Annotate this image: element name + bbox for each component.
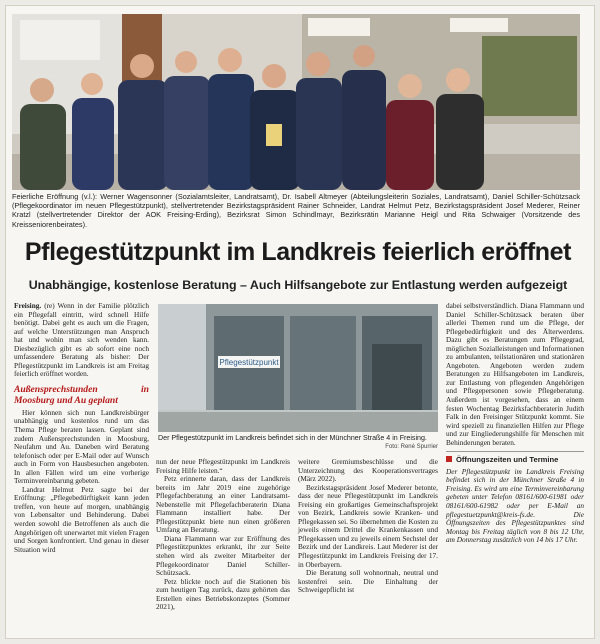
building-caption: Der Pflegestützpunkt im Landkreis befindet sich in der Münchner Straße 4 in Freising. xyxy=(158,434,427,442)
lead-text: (re) Wenn in der Familie plötzlich ein Pflegefall eintritt, wird schnell Hilfe benötigt. Dabei geht es auch um die Fragen, auf welche Unterstützungen man Anspruch hat und wohin man sich wenden kann. Diesbezüglich gibt es ab sofort eine noch umfassendere Beratung als bisher: Der Pflegestützpunkt im Landkreis ist am Freitag feierlich eröffnet worden. xyxy=(14,301,149,379)
article-column-4 xyxy=(446,302,584,545)
article-headline: Pflegestützpunkt im Landkreis feierlich eröffnet xyxy=(24,238,572,266)
photo-caption: Feierliche Eröffnung (v.l.): Werner Wagensonner (Sozialamtsleiter, Landratsamt), Dr. Isabell Altmeyer (Abteilungsleiterin Soziales, Landratsamt), Daniel Schiller-Schützsack (Pflegekoordinator im neuen Pflegestützpunkt), stellvertretender Bezirkstagspräsident Rainer Schneider, Landrat Helmut Petz, Bezirkstagspräsident Josef Mederer, Reiner Kratzl (stellvertretender Direktor der AOK Freising-Erding), Bezirksrat Simon Schindlmayr, Bezirksrätin Marianne Heigl und Rita Schwaiger (Vorsitzende des Kreisseniorenbeirates). xyxy=(12,192,580,229)
paragraph: Landrat Helmut Petz sagte bei der Eröffnung: „Pflegebedürftigkeit kann jeden treffen, von heute auf morgen, unabhängig von Lebensalter und Behinderung. Dabei werden sowohl die Betroffenen als auch die Angehörigen oft unerwartet mit vielen Fragen und Sorgen konfrontiert. Und genau in dieser Situation wird xyxy=(14,484,149,554)
building-photo xyxy=(158,304,438,432)
paragraph: Hier können sich nun Landkreisbürger unabhängig und kostenlos rund um das Thema Pflege beraten lassen. Geplant sind zudem Außensprechstunden in Moosburg, Neufahrn und Au. Daneben wird Beratung telefonisch oder per E-Mail oder auf Wunsch auch in Form von Hausbesuchen angeboten. In allen Fällen wird um eine vorherige Terminvereinbarung gebeten. xyxy=(14,407,149,486)
article-column-3 xyxy=(298,458,438,595)
paragraph: Die Beratung soll wohnortnah, neutral und kostenfrei sein. Die Einhaltung der Schweigepflicht ist xyxy=(298,568,438,595)
paragraph: Petz erinnerte daran, dass der Landkreis bereits im Jahr 2019 eine zugehörige Pflegefachberatung an einer Landratsamt-Nebenstelle mit Pflegefachberaterin Diana Flammann installiert habe. Der Pflegestützpunkt biete nun einen größeren Umfang an Beratung. xyxy=(156,474,290,535)
article-subheadline: Unabhängige, kostenlose Beratung – Auch Hilfsangebote zur Entlastung werden aufgezeigt xyxy=(28,278,568,292)
square-marker-icon xyxy=(446,456,452,462)
lead-paragraph xyxy=(14,302,149,379)
building-sign: Pflegestützpunkt xyxy=(219,358,279,367)
paragraph: nun der neue Pflegestützpunkt im Landkreis Freising Hilfe leisten.“ xyxy=(156,457,290,475)
photo-credit: Foto: René Spurrier xyxy=(385,443,438,450)
info-box xyxy=(446,468,584,545)
newspaper-page xyxy=(6,6,594,638)
paragraph: weitere Gremiumsbeschlüsse und die Unterzeichnung des Kooperationsvertrages (März 2022). xyxy=(298,457,438,484)
section-subheading: Außensprechstunden in Moosburg und Au geplant xyxy=(14,383,149,406)
dateline: Freising. xyxy=(14,301,42,310)
group-photo xyxy=(12,14,580,190)
paragraph: Diana Flammann war zur Eröffnung des Pflegestützpunktes erkrankt, ihr zur Seite stehen wird als zweiter Mitarbeiter der Pflegekoordinator Daniel Schiller-Schützsack. xyxy=(156,533,290,578)
info-heading-text: Öffnungszeiten und Termine xyxy=(456,455,559,465)
article-column-1 xyxy=(14,302,149,554)
paragraph: dabei selbstverständlich. Diana Flammann und Daniel Schiller-Schützsack beraten über allerlei Themen rund um die Pflege, der Pflegebedürftigkeit und des Älterwerdens. Dazu gibt es Beratungen zum Pflegegrad, möglichen Sozialleistungen und Informationen zu ambulanten, teilstationären und stationären Angeboten. Angeboten werden zudem Beratungen zu Hilfsangeboten im Landkreis, zur Entlastung von pflegenden Angehörigen und Pflegepersonen sowie Pflegeberatung. Außerdem ist vorgesehen, dass an einem festen Wochentag Bezirksfachberaterin Judith Falk in den Freisinger Stützpunkt kommt. Sie wird speziell zu finanziellen Hilfen zur Pflege und zur Eingliederungshilfe für Menschen mit Behinderungen beraten. xyxy=(446,301,584,447)
paragraph: Petz blickte noch auf die Stationen bis zum heutigen Tag zurück, dazu gehörten das Erstellen eines Betriebskonzeptes (Sommer 2021), xyxy=(156,576,290,612)
info-text: Der Pflegestützpunkt im Landkreis Freising befindet sich in der Münchner Straße 4 in Freising. Es wird um eine Terminvereinbarung gebeten unter Telefon 08161/600-61981 oder 08161/600-61982 oder per E-Mail an pflegestuetzpunkt@kreis-fs.de. Die Öffnungszeiten des Pflegestützpunktes sind Montag bis Freitag täglich von 8 bis 12 Uhr, am Donnerstag zusätzlich von 14 bis 17 Uhr. xyxy=(446,466,584,545)
paragraph: Bezirkstagspräsident Josef Mederer betonte, dass der neue Pflegestützpunkt im Landkreis Freising ein großartiges Gemeinschaftsprojekt von Bezirk, Landkreis sowie Kranken- und Pflegekassen sei. So übernehmen die Kosten zu jeweils einem Drittel die Krankenkassen und Pflegekassen und zu jeweils einem Sechstel der Bezirk und der Landkreis. Laut Mederer ist der Pflegestützpunkt im Landkreis Freising der 17. in Oberbayern. xyxy=(298,482,438,569)
building-caption-block xyxy=(158,434,438,451)
article-column-2 xyxy=(156,458,290,612)
group-photo-illustration xyxy=(12,14,580,190)
info-box-heading xyxy=(446,451,584,465)
building-illustration xyxy=(158,304,438,432)
